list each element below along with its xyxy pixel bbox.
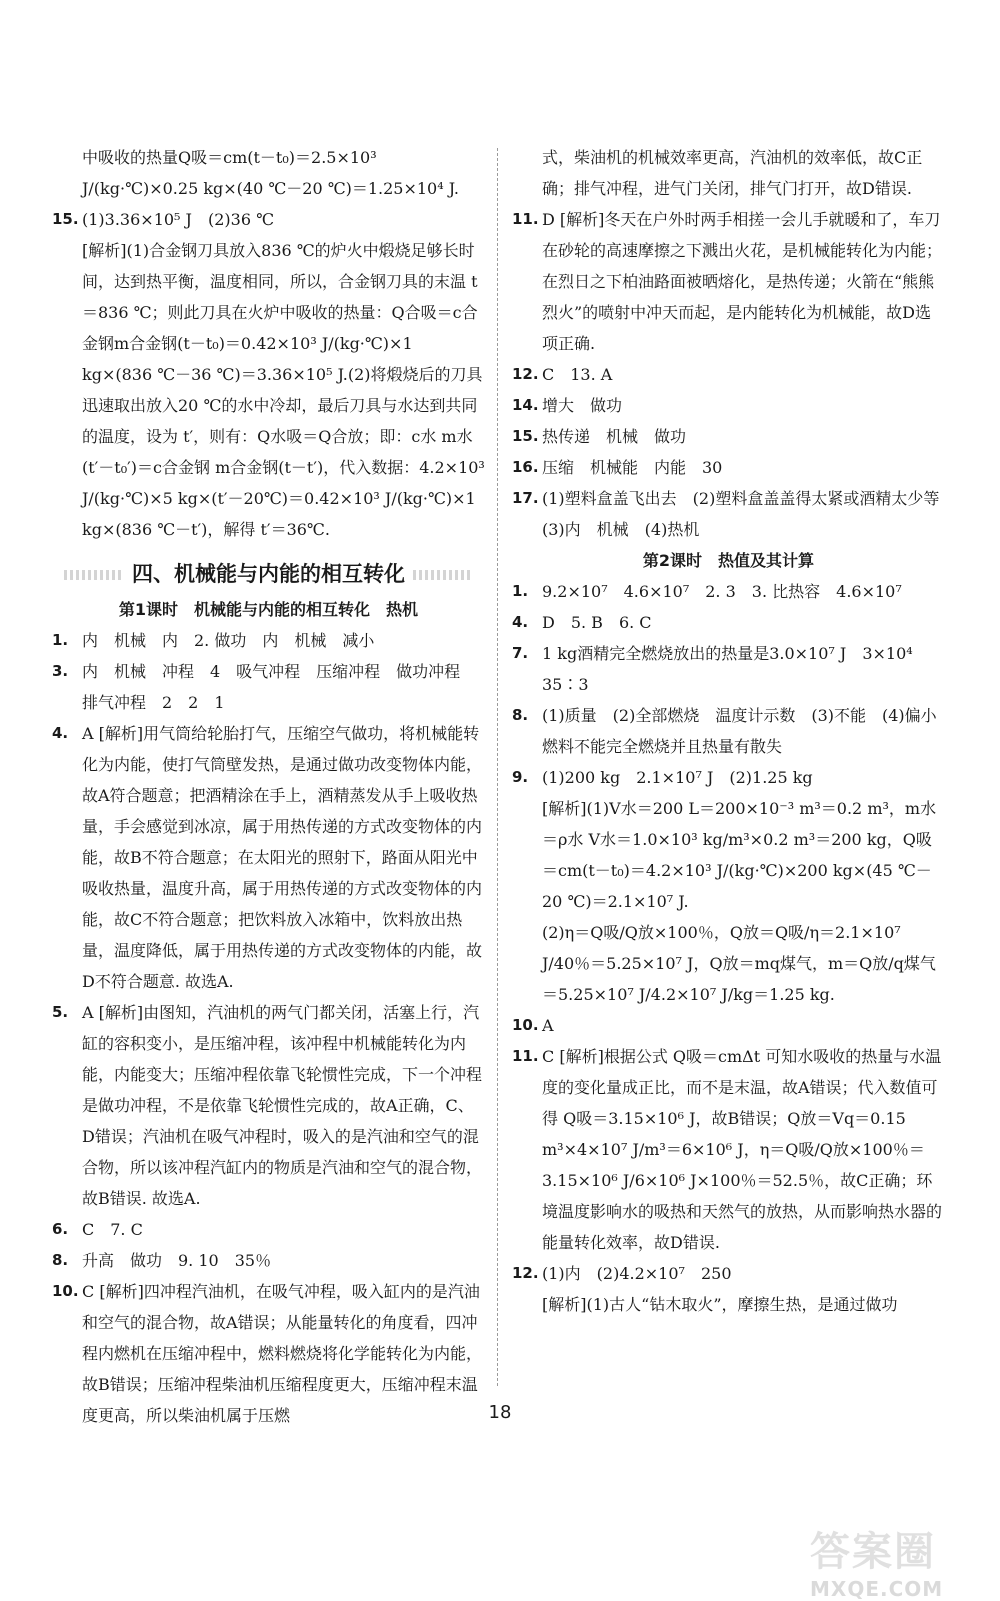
answer-item	[512, 1041, 945, 1258]
left-column	[52, 142, 485, 1431]
answer-item	[52, 718, 485, 997]
item-text: D 5. B 6. C	[542, 613, 652, 632]
item-number: 15.	[512, 427, 539, 445]
answer-item	[512, 700, 953, 762]
answer-item	[512, 483, 956, 545]
watermark-text: 答案圈	[810, 1529, 936, 1575]
item-text: D [解析]冬天在户外时两手相搓一会儿手就暖和了，车刀在砂轮的高速摩擦之下溅出火花，是机械能转化为内能；在烈日之下柏油路面被晒熔化，是热传递；火箭在“熊熊烈火”的喷射中冲天而起，是内能转化为机械能，故D选项正确.	[542, 210, 943, 353]
title-ornament	[413, 570, 473, 580]
section-title-text: 四、机械能与内能的相互转化	[132, 562, 405, 586]
item-number: 16.	[512, 458, 539, 476]
answer-item	[512, 576, 945, 607]
answer-item	[52, 625, 485, 656]
item-text: (1)3.36×10⁵ J (2)36 ℃	[82, 210, 274, 229]
item-number: 1.	[52, 631, 69, 649]
answer-item	[512, 421, 945, 452]
item-number: 14.	[512, 396, 539, 414]
item-number: 11.	[512, 210, 539, 228]
item-number: 10.	[512, 1016, 539, 1034]
watermark-logo	[810, 1520, 990, 1601]
column-divider	[497, 148, 498, 1386]
answer-item	[512, 1258, 945, 1289]
item-number: 10.	[52, 1282, 79, 1300]
analysis-text: [解析](1)古人“钻木取火”，摩擦生热，是通过做功	[542, 1295, 898, 1314]
item-number: 11.	[512, 1047, 539, 1065]
analysis-text: [解析](1)合金钢刀具放入836 ℃的炉火中煅烧足够长时间，达到热平衡，温度相同，所以，合金钢刀具的末温 t＝836 ℃；则此刀具在火炉中吸收的热量：Q合吸＝c合金钢m合金钢(t－t₀)＝0.42×10³ J/(kg·℃)×1 kg×(836 ℃－36 ℃)＝3.36×10⁵ J.(2)将煅烧后的刀具迅速取出放入20 ℃的水中冷却，最后刀具与水达到共同的温度，设为 t′，则有：Q水吸＝Q合放；即：c水 m水(t′－t₀′)＝c合金钢 m合金钢(t－t′)，代入数据：4.2×10³ J/(kg·℃)×5 kg×(t′－20℃)＝0.42×10³ J/(kg·℃)×1 kg×(836 ℃－t′)，解得 t′＝36℃.	[82, 241, 485, 539]
answer-item	[52, 1245, 485, 1276]
lesson-title: 第1课时 机械能与内能的相互转化 热机	[118, 600, 419, 619]
answer-item	[512, 452, 945, 483]
item-number: 8.	[52, 1251, 69, 1269]
answer-item	[52, 204, 485, 235]
section-title	[52, 559, 485, 590]
watermark-url: MXQE.COM	[810, 1577, 944, 1601]
item-text: 压缩 机械能 内能 30	[542, 458, 723, 477]
item-text: 增大 做功	[542, 396, 623, 415]
answer-item	[512, 204, 945, 359]
analysis-text: [解析](1)V水＝200 L＝200×10⁻³ m³＝0.2 m³，m水＝ρ水 V水＝1.0×10³ kg/m³×0.2 m³＝200 kg，Q吸＝cm(t－t₀)＝4.2×10³ J/(kg·℃)×200 kg×(45 ℃－20 ℃)＝2.1×10⁷ J.	[542, 799, 937, 911]
item-text: C 13. A	[542, 365, 613, 384]
item-number: 3.	[52, 662, 69, 680]
item-number: 4.	[512, 613, 529, 631]
answer-item	[512, 762, 945, 793]
item-text: 内 机械 冲程 4 吸气冲程 压缩冲程 做功冲程 排气冲程 2 2 1	[82, 662, 477, 712]
item-text: A [解析]用气筒给轮胎打气，压缩空气做功，将机械能转化为内能，使打气筒壁发热，是通过做功改变物体内能，故A符合题意；把酒精涂在手上，酒精蒸发从手上吸收热量，手会感觉到冰凉，属于用热传递的方式改变物体的内能，故B不符合题意；在太阳光的照射下，路面从阳光中吸收热量，温度升高，属于用热传递的方式改变物体的内能，故C不符合题意；把饮料放入冰箱中，饮料放出热量，温度降低，属于用热传递的方式改变物体的内能，故D不符合题意. 故选A.	[82, 724, 483, 991]
item-number: 8.	[512, 706, 529, 724]
item-text: 9.2×10⁷ 4.6×10⁷ 2. 3 3. 比热容 4.6×10⁷	[542, 582, 902, 601]
item-text: C [解析]根据公式 Q吸＝cmΔt 可知水吸收的热量与水温度的变化量成正比，而不是末温，故A错误；代入数值可得 Q吸＝3.15×10⁶ J，故B错误；Q放＝Vq＝0.15 m³×4×10⁷ J/m³＝6×10⁶ J，η＝Q吸/Q放×100％＝3.15×10⁶ J/6×10⁶ J×100％＝52.5％，故C正确；环境温度影响水的吸热和天然气的放热，从而影响热水器的能量转化效率，故D错误.	[542, 1047, 943, 1252]
lesson-title: 第2课时 热值及其计算	[642, 551, 815, 570]
answer-item	[52, 1214, 485, 1245]
item-text: 升高 做功 9. 10 35％	[82, 1251, 272, 1270]
item-text: A [解析]由图知，汽油机的两气门都关闭，活塞上行，汽缸的容积变小，是压缩冲程，该冲程中机械能转化为内能，内能变大；压缩冲程依靠飞轮惯性完成，下一个冲程是做功冲程，不是依靠飞轮惯性完成的，故A正确，C、D错误；汽油机在吸气冲程时，吸入的是汽油和空气的混合物，所以该冲程汽缸内的物质是汽油和空气的混合物，故B错误. 故选A.	[82, 1003, 483, 1208]
item-number: 5.	[52, 1003, 69, 1021]
item-text: C [解析]四冲程汽油机，在吸气冲程，吸入缸内的是汽油和空气的混合物，故A错误；从能量转化的角度看，四冲程内燃机在压缩冲程中，燃料燃烧将化学能转化为内能，故B错误；压缩冲程柴油机压缩程度更大，压缩冲程末温度更高，所以柴油机属于压燃	[82, 1282, 483, 1425]
answer-item	[512, 638, 945, 700]
item-text: 1 kg酒精完全燃烧放出的热量是3.0×10⁷ J 3×10⁴ 35∶3	[542, 644, 929, 694]
item-number: 15.	[52, 210, 79, 228]
analysis-text: (2)η＝Q吸/Q放×100％，Q放＝Q吸/η＝2.1×10⁷ J/40％＝5.25×10⁷ J，Q放＝mq煤气，m＝Q放/q煤气＝5.25×10⁷ J/4.2×10⁷ J/kg＝1.25 kg.	[542, 923, 936, 1004]
item-text: (1)塑料盒盖飞出去 (2)塑料盒盖盖得太紧或酒精太少等 (3)内 机械 (4)热机	[542, 489, 956, 539]
item-number: 9.	[512, 768, 529, 786]
item-number: 4.	[52, 724, 69, 742]
item-text: C 7. C	[82, 1220, 143, 1239]
answer-item	[512, 607, 945, 638]
right-column	[512, 142, 956, 1320]
item-number: 12.	[512, 1264, 539, 1282]
answer-line: 式，柴油机的机械效率更高，汽油机的效率低，故C正确；排气冲程，进气门关闭，排气门打开，故D错误.	[542, 148, 923, 198]
item-text: 内 机械 内 2. 做功 内 机械 减小	[82, 631, 375, 650]
title-ornament	[64, 570, 124, 580]
item-number: 1.	[512, 582, 529, 600]
item-text: (1)内 (2)4.2×10⁷ 250	[542, 1264, 732, 1283]
page-number: 18	[488, 1402, 512, 1423]
item-number: 17.	[512, 489, 539, 507]
item-text: (1)质量 (2)全部燃烧 温度计示数 (3)不能 (4)偏小 燃料不能完全燃烧并且热量有散失	[542, 706, 953, 756]
answer-item	[512, 390, 945, 421]
answer-line: 中吸收的热量Q吸＝cm(t－t₀)＝2.5×10³ J/(kg·℃)×0.25 kg×(40 ℃－20 ℃)＝1.25×10⁴ J.	[82, 148, 459, 198]
item-text: 热传递 机械 做功	[542, 427, 687, 446]
answer-item	[512, 1010, 945, 1041]
answer-item	[52, 997, 485, 1214]
answer-item	[512, 359, 945, 390]
answer-item	[52, 656, 485, 718]
item-text: (1)200 kg 2.1×10⁷ J (2)1.25 kg	[542, 768, 813, 787]
item-number: 12.	[512, 365, 539, 383]
item-number: 6.	[52, 1220, 69, 1238]
item-number: 7.	[512, 644, 529, 662]
item-text: A	[542, 1016, 554, 1035]
